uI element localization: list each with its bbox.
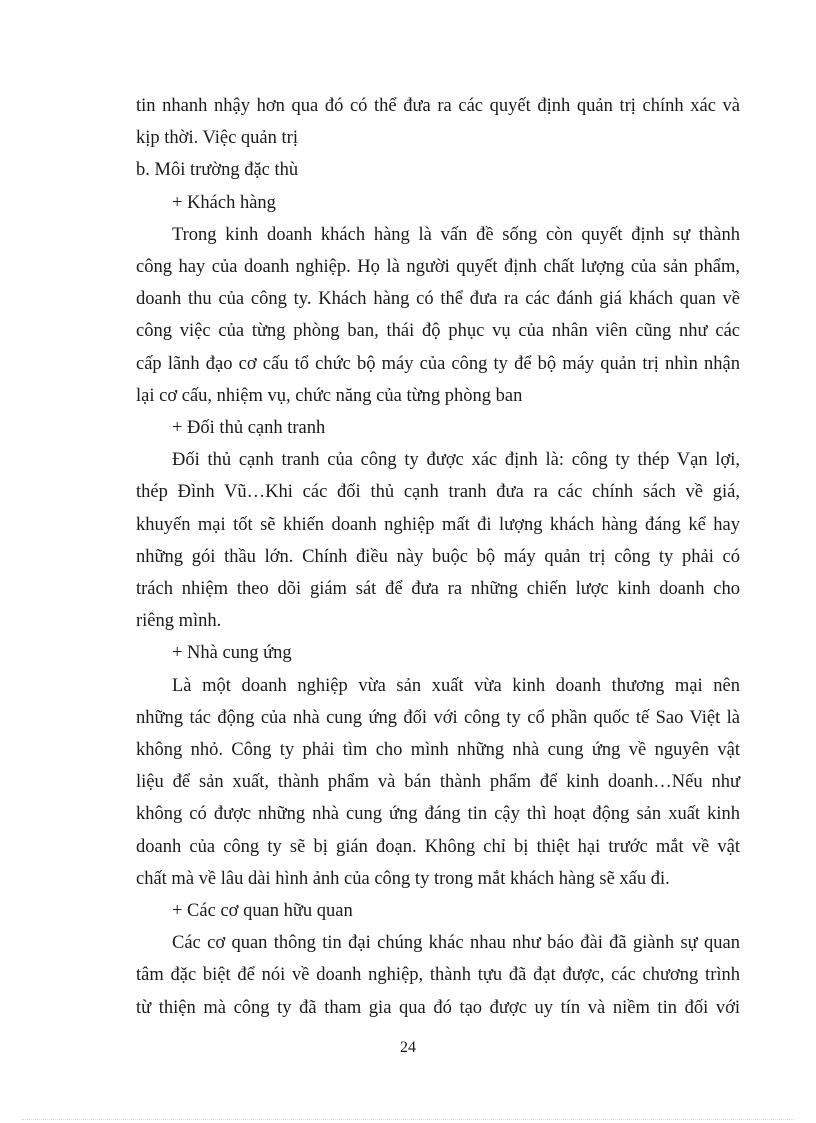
text-line: cấp lãnh đạo cơ cấu tổ chức bộ máy của công ty để bộ máy quản trị nhìn nhận	[136, 353, 740, 374]
text-line: không có được những nhà cung ứng đáng tin cậy thì hoạt động sản xuất kinh	[136, 804, 740, 825]
text-line: Các cơ quan thông tin đại chúng khác nhau như báo đài đã giành sự quan	[172, 933, 740, 954]
subsection-heading: + Các cơ quan hữu quan	[172, 901, 353, 922]
text-line: lại cơ cấu, nhiệm vụ, chức năng của từng phòng ban	[136, 385, 523, 406]
text-line: thép Đình Vũ…Khi các đối thủ cạnh tranh đưa ra các chính sách về giá,	[136, 482, 740, 503]
text-line: Đối thủ cạnh tranh của công ty được xác định là: công ty thép Vạn lợi,	[172, 450, 740, 471]
section-heading: b. Môi trường đặc thù	[136, 160, 299, 181]
text-line: kịp thời. Việc quản trị	[136, 128, 298, 149]
subsection-heading: + Nhà cung ứng	[172, 643, 292, 664]
text-line: riêng mình.	[136, 611, 222, 632]
page-bottom-divider	[22, 1119, 794, 1120]
text-line: công hay của doanh nghiệp. Họ là người quyết định chất lượng của sản phẩm,	[136, 257, 740, 278]
text-line: khuyến mại tốt sẽ khiến doanh nghiệp mất đi lượng khách hàng đáng kể hay	[136, 514, 740, 535]
subsection-heading: + Khách hàng	[172, 192, 276, 213]
text-line: từ thiện mà công ty đã tham gia qua đó tạo được uy tín và niềm tin đối với	[136, 997, 740, 1018]
text-line: chất mà về lâu dài hình ảnh của công ty trong mắt khách hàng sẽ xấu đi.	[136, 868, 670, 889]
text-line: liệu để sản xuất, thành phẩm và bán thành phẩm để kinh doanh…Nếu như	[136, 772, 740, 793]
text-line: Trong kinh doanh khách hàng là vấn đề sống còn quyết định sự thành	[172, 224, 740, 245]
page-body	[136, 90, 740, 1024]
text-line: những gói thầu lớn. Chính điều này buộc bộ máy quản trị công ty phải có	[136, 546, 740, 567]
text-line: doanh của công ty sẽ bị gián đoạn. Không chỉ bị thiệt hại trước mắt về vật	[136, 836, 740, 857]
text-line: tâm đặc biệt để nói về doanh nghiệp, thành tựu đã đạt được, các chương trình	[136, 965, 740, 986]
text-line: công việc của từng phòng ban, thái độ phục vụ của nhân viên cũng như các	[136, 321, 740, 342]
text-line: những tác động của nhà cung ứng đối với công ty cổ phần quốc tế Sao Việt là	[136, 707, 740, 728]
text-line: doanh thu của công ty. Khách hàng có thể đưa ra các đánh giá khách quan về	[136, 289, 740, 310]
subsection-heading: + Đối thủ cạnh tranh	[172, 418, 326, 439]
text-line: trách nhiệm theo dõi giám sát để đưa ra những chiến lược kinh doanh cho	[136, 579, 740, 600]
text-line: Là một doanh nghiệp vừa sản xuất vừa kinh doanh thương mại nên	[172, 675, 740, 696]
page-number: 24	[400, 1039, 416, 1056]
text-line: tin nhanh nhậy hơn qua đó có thể đưa ra các quyết định quản trị chính xác và	[136, 96, 740, 116]
text-line: không nhỏ. Công ty phải tìm cho mình những nhà cung ứng về nguyên vật	[136, 740, 740, 761]
